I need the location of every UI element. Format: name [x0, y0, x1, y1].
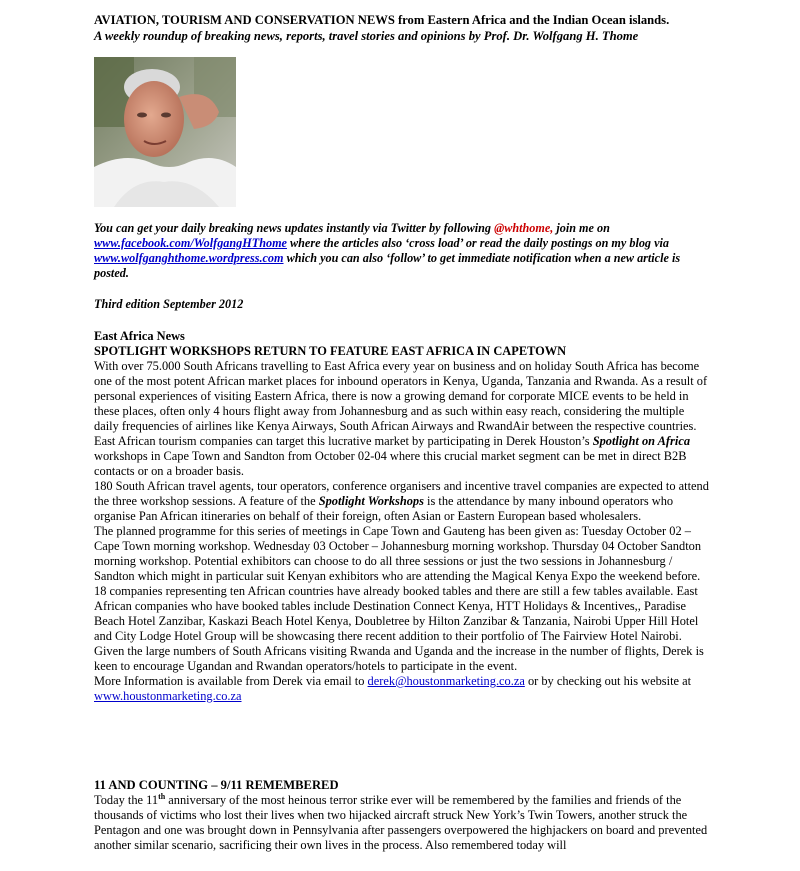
article-paragraph: East African tourism companies can target this lucrative market by participating in Derek Houston’s Spotlight on Africa workshops in Cape Town and Sandton from October 02-04 where this crucial market segment can be met in direct B2B contacts or on a broader basis. — [94, 434, 691, 478]
intro-paragraph — [94, 221, 710, 281]
article-paragraph: More Information is available from Derek via email to derek@houstonmarketing.co.za or by checking out his website at www.houstonmarketing.co.za — [94, 674, 692, 703]
article-paragraph: Given the large numbers of South Africans visiting Rwanda and Uganda and the increase in the number of flights, Derek is keen to encourage Ugandan and Rwandan operators/hotels to participate in the event. — [94, 644, 704, 673]
intro-text-2: join me on — [553, 221, 610, 235]
section-heading: East Africa News — [94, 329, 185, 343]
facebook-link[interactable]: www.facebook.com/WolfgangHThome — [94, 236, 287, 250]
intro-text-4: which you can also ‘follow’ to get immediate notification when a new article is posted. — [94, 251, 681, 280]
author-photo — [94, 57, 236, 207]
newsletter-title: AVIATION, TOURISM AND CONSERVATION NEWS from Eastern Africa and the Indian Ocean islands. — [94, 13, 670, 27]
newsletter-subtitle: A weekly roundup of breaking news, reports, travel stories and opinions by Prof. Dr. Wolfgang H. Thome — [94, 29, 639, 43]
article-paragraph: 18 companies representing ten African countries have already booked tables and there are still a few tables available. East African companies who have booked tables include Destination Connect Kenya, HTT Holidays & Incentives,, Paradise Beach Hotel Zanzibar, Kaskazi Beach Hotel Kenya, Doubletree by Hilton Zanzibar & Tanzania, Nairobi Upper Hill Hotel and City Lodge Hotel Group will be showcasing there recent addition to their portfolio of The Fairview Hotel Nairobi. — [94, 584, 699, 643]
twitter-handle-link[interactable]: @whthome, — [494, 221, 554, 235]
email-link[interactable]: derek@houstonmarketing.co.za — [367, 674, 525, 688]
article-paragraph: The planned programme for this series of meetings in Cape Town and Gauteng has been given as: Tuesday October 02 – Cape Town morning workshop. Wednesday 03 October – Johannesburg morning workshop. Thursday 04 October Sandton morning workshop. Potential exhibitors can choose to do all three sessions or just the two sessions in Johannesburg / Sandton which might in particular suit Kenyan exhibitors who are attending the Magical Kenya Expo the weekend before. — [94, 524, 702, 583]
blog-link[interactable]: www.wolfganghthome.wordpress.com — [94, 251, 284, 265]
emphasis-text: Spotlight Workshops — [318, 494, 424, 508]
emphasis-text: Spotlight on Africa — [592, 434, 691, 448]
article-headline: SPOTLIGHT WORKSHOPS RETURN TO FEATURE EAST AFRICA IN CAPETOWN — [94, 344, 567, 358]
author-photo-image — [94, 57, 236, 207]
website-link[interactable]: www.houstonmarketing.co.za — [94, 689, 242, 703]
intro-text-1: You can get your daily breaking news updates instantly via Twitter by following — [94, 221, 495, 235]
article-paragraph: 180 South African travel agents, tour operators, conference organisers and incentive travel companies are expected to attend the three workshop sessions. A feature of the Spotlight Workshops is the attendance by many inbound operators who organise Pan African itineraries on behalf of their foreign, often Asian or Eastern European based wholesalers. — [94, 479, 709, 523]
article-911-remembered — [94, 777, 710, 853]
page-header — [94, 12, 708, 44]
article-paragraph: Today the 11th anniversary of the most heinous terror strike ever will be remembered by the families and friends of the thousands of victims who lost their lives when two hijacked aircraft struck New York’s Twin Towers, another struck the Pentagon and one was brought down in Pennsylvania after passengers overpowered the highjackers on board and prevented another similar scenario, sacrificing their own lives in the process. Also remembered today will — [94, 791, 708, 852]
article-paragraph: With over 75.000 South Africans travelling to East Africa every year on business and on holiday South Africa has become one of the most potent African market places for inbound operators in Kenya, Uganda, Tanzania and Rwanda. As a result of personal experiences of visiting Eastern Africa, there is now a growing demand for corporate MICE events to be held in these places, often only 4 hours flight away from Johannesburg and as such within easy reach, considering the multiple daily frequencies of airlines like Kenya Airways, South African Airways and RwandAir between the respective countries. — [94, 359, 708, 433]
intro-text-3: where the articles also ‘cross load’ or read the daily postings on my blog via — [286, 236, 669, 250]
edition-label: Third edition September 2012 — [94, 297, 244, 311]
article-spotlight-workshops — [94, 329, 710, 704]
ordinal-suffix: th — [158, 791, 166, 801]
article-headline: 11 AND COUNTING – 9/11 REMEMBERED — [94, 778, 339, 792]
